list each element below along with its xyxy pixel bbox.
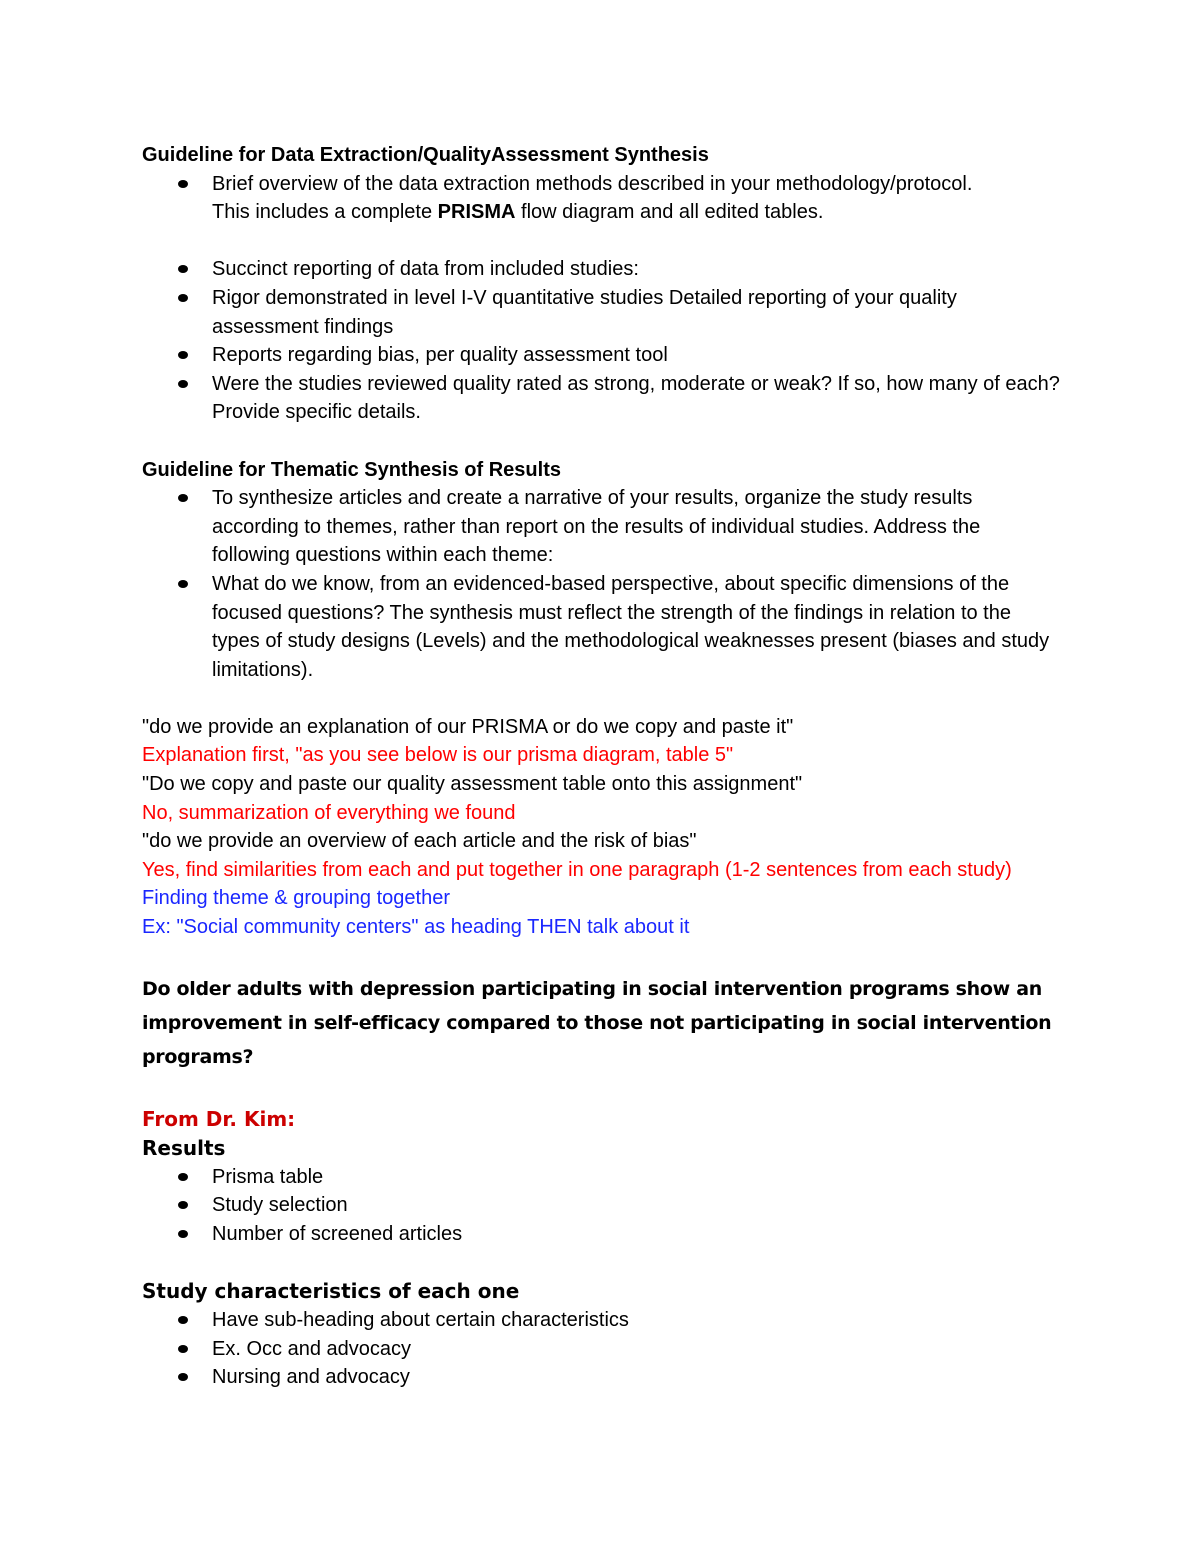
bullet-text: Were the studies reviewed quality rated as strong, moderate or weak? If so, how many of each? Provide specific details. <box>212 372 1060 424</box>
bullet-icon <box>178 380 188 388</box>
bullet-icon <box>178 265 188 273</box>
results-heading: Results <box>142 1135 226 1160</box>
list-item <box>142 255 1062 284</box>
bullet-icon <box>178 180 188 188</box>
list-item <box>142 284 1062 341</box>
study-characteristics-heading: Study characteristics of each one <box>142 1279 520 1303</box>
document-content <box>142 141 1062 1392</box>
bullet-text: Number of screened articles <box>212 1222 463 1245</box>
bullet-text: Prisma table <box>212 1165 324 1188</box>
bullet-text: flow diagram and all edited tables. <box>515 201 824 224</box>
bullet-text: Succinct reporting of data from included studies: <box>212 258 639 281</box>
section1-list-2 <box>142 255 1062 427</box>
note-question-3: "do we provide an overview of each article and the risk of bias" <box>142 830 697 853</box>
section1-heading: Guideline for Data Extraction/QualityAssessment Synthesis <box>142 144 709 166</box>
bullet-text: Reports regarding bias, per quality assessment tool <box>212 344 668 367</box>
section2-list <box>142 484 1062 684</box>
section2-heading: Guideline for Thematic Synthesis of Results <box>142 458 561 481</box>
list-item <box>142 484 1062 570</box>
list-item <box>142 570 1062 684</box>
note-blue-1: Finding theme & grouping together <box>142 887 450 910</box>
spacer <box>142 1074 1062 1104</box>
bullet-icon <box>178 1316 188 1324</box>
note-question-1: "do we provide an explanation of our PRISMA or do we copy and paste it" <box>142 715 794 738</box>
bullet-icon <box>178 1345 188 1353</box>
list-item <box>142 1220 1062 1249</box>
note-blue-2: Ex: "Social community centers" as heading THEN talk about it <box>142 916 690 939</box>
bullet-icon <box>178 1201 188 1209</box>
list-item <box>142 370 1062 427</box>
research-question: Do older adults with depression participating in social intervention programs show an improvement in self-efficacy compared to those not participating in social intervention programs? <box>142 977 1052 1068</box>
note-question-2: "Do we copy and paste our quality assessment table onto this assignment" <box>142 773 803 796</box>
note-answer-3: Yes, find similarities from each and put together in one paragraph (1-2 sentences from each study) <box>142 858 1012 881</box>
bullet-icon <box>178 351 188 359</box>
bullet-icon <box>178 1373 188 1381</box>
list-item <box>142 170 1062 227</box>
spacer <box>142 1248 1062 1277</box>
bullet-text: Study selection <box>212 1194 348 1217</box>
note-answer-1: Explanation first, "as you see below is our prisma diagram, table 5" <box>142 744 734 767</box>
results-list <box>142 1163 1062 1249</box>
list-item <box>142 1163 1062 1192</box>
bullet-icon <box>178 580 188 588</box>
bullet-text: Rigor demonstrated in level I-V quantitative studies Detailed reporting of your quality assessment findings <box>212 286 957 338</box>
list-item <box>142 1335 1062 1364</box>
bullet-icon <box>178 494 188 502</box>
bullet-text: This includes a complete <box>212 201 438 224</box>
bullet-icon <box>178 1230 188 1238</box>
bullet-icon <box>178 294 188 302</box>
prisma-bold: PRISMA <box>437 201 516 224</box>
note-answer-2: No, summarization of everything we found <box>142 801 516 824</box>
bullet-text: Ex. Occ and advocacy <box>212 1337 411 1360</box>
kim-heading: From Dr. Kim: <box>142 1106 296 1131</box>
spacer <box>142 427 1062 456</box>
study-characteristics-list <box>142 1306 1062 1392</box>
bullet-icon <box>178 1173 188 1181</box>
list-item <box>142 1306 1062 1335</box>
section1-list <box>142 170 1062 227</box>
bullet-text: Have sub-heading about certain characteristics <box>212 1309 629 1331</box>
list-item <box>142 1363 1062 1392</box>
spacer <box>142 227 1062 256</box>
list-item <box>142 1191 1062 1220</box>
spacer <box>142 684 1062 713</box>
bullet-text: Nursing and advocacy <box>212 1366 410 1389</box>
bullet-text: Brief overview of the data extraction methods described in your methodology/protocol. <box>212 172 973 195</box>
list-item <box>142 341 1062 370</box>
bullet-text: What do we know, from an evidenced-based perspective, about specific dimensions of the focused questions? The synthesis must reflect the strength of the findings in relation to the types of study designs (Levels) and the methodological weaknesses present (biases and study limitations). <box>212 572 1050 681</box>
bullet-text: To synthesize articles and create a narrative of your results, organize the study results according to themes, rather than report on the results of individual studies. Address the following questions within each theme: <box>212 487 981 567</box>
spacer <box>142 942 1062 972</box>
